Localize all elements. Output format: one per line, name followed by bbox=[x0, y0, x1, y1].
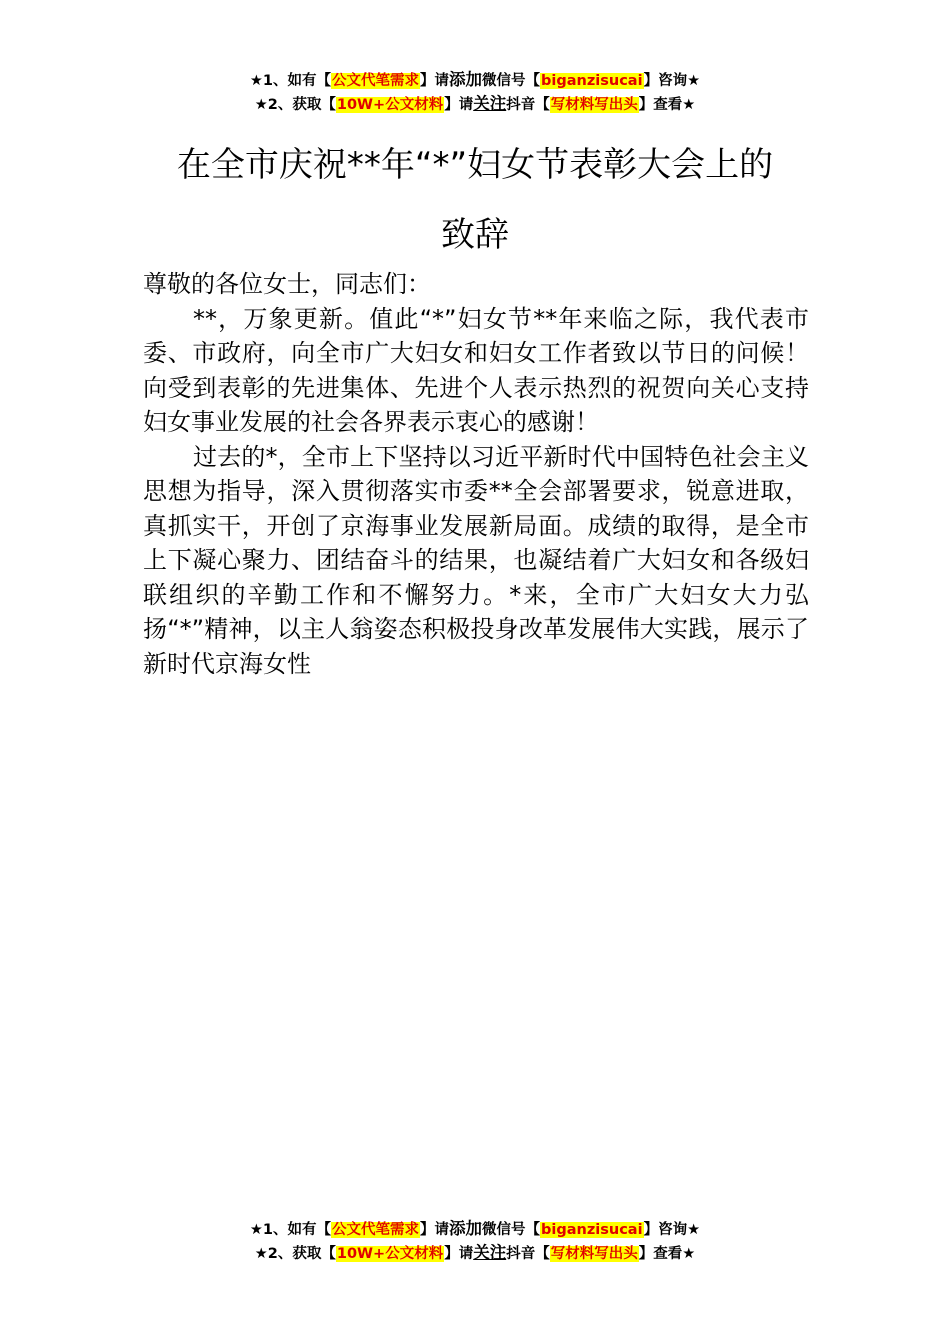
banner-text: ★2、获取【 bbox=[254, 1246, 336, 1262]
footer-banner bbox=[0, 1217, 950, 1265]
banner-line-1 bbox=[0, 68, 950, 92]
highlight-tag: 写材料写出头 bbox=[550, 97, 638, 113]
highlight-tag: biganzisucai bbox=[541, 73, 643, 89]
highlight-tag: 10W+公文材料 bbox=[336, 97, 444, 113]
document-body bbox=[143, 267, 809, 681]
banner-line-2 bbox=[0, 92, 950, 116]
banner-text: 】请 bbox=[420, 73, 450, 89]
highlight-tag: 公文代笔需求 bbox=[332, 73, 420, 89]
highlight-tag: 公文代笔需求 bbox=[332, 1222, 420, 1238]
highlight-tag: biganzisucai bbox=[541, 1222, 643, 1238]
paragraph-1: **，万象更新。值此“*”妇女节**年来临之际，我代表市委、市政府，向全市广大妇女和妇女工作者致以节日的问候！向受到表彰的先进集体、先进个人表示热烈的祝贺向关心支持妇女事业发展的社会各界表示衷心的感谢！ bbox=[143, 304, 809, 436]
banner-text: 】咨询★ bbox=[643, 73, 701, 89]
banner-text: 抖音【 bbox=[506, 1246, 550, 1262]
banner-line-2 bbox=[0, 1241, 950, 1265]
banner-text: 】查看★ bbox=[638, 1246, 696, 1262]
banner-text: 】请 bbox=[444, 97, 474, 113]
banner-text: 微信号【 bbox=[482, 1222, 541, 1238]
salutation: 尊敬的各位女士，同志们： bbox=[143, 270, 431, 298]
banner-text: 】请 bbox=[444, 1246, 474, 1262]
paragraph-2: 过去的*，全市上下坚持以习近平新时代中国特色社会主义思想为指导，深入贯彻落实市委**全会部署要求，锐意进取，真抓实干，开创了京海事业发展新局面。成绩的取得，是全市上下凝心聚力、团结奋斗的结果，也凝结着广大妇女和各级妇联组织的辛勤工作和不懈努力。*来，全市广大妇女大力弘扬“*”精神，以主人翁姿态积极投身改革发展伟大实践，展示了新时代京海女性 bbox=[143, 442, 809, 678]
banner-text: 】请 bbox=[420, 1222, 450, 1238]
banner-line-1 bbox=[0, 1217, 950, 1241]
banner-text: 抖音【 bbox=[506, 97, 550, 113]
highlight-tag: 10W+公文材料 bbox=[336, 1246, 444, 1262]
emphasis-text: 关注 bbox=[473, 94, 507, 113]
highlight-tag: 写材料写出头 bbox=[550, 1246, 638, 1262]
banner-text: ★1、如有【 bbox=[249, 1222, 332, 1238]
banner-text: ★1、如有【 bbox=[249, 73, 332, 89]
emphasis-text: 关注 bbox=[473, 1243, 507, 1262]
banner-text: 】查看★ bbox=[638, 97, 696, 113]
title-line-1: 在全市庆祝**年“*”妇女节表彰大会上的 bbox=[176, 145, 774, 185]
emphasis-text: 添加 bbox=[449, 70, 483, 89]
title-line-2: 致辞 bbox=[441, 215, 509, 255]
banner-text: 微信号【 bbox=[482, 73, 541, 89]
document-title bbox=[0, 130, 950, 270]
banner-text: 】咨询★ bbox=[643, 1222, 701, 1238]
emphasis-text: 添加 bbox=[449, 1219, 483, 1238]
banner-text: ★2、获取【 bbox=[254, 97, 336, 113]
header-banner bbox=[0, 68, 950, 116]
